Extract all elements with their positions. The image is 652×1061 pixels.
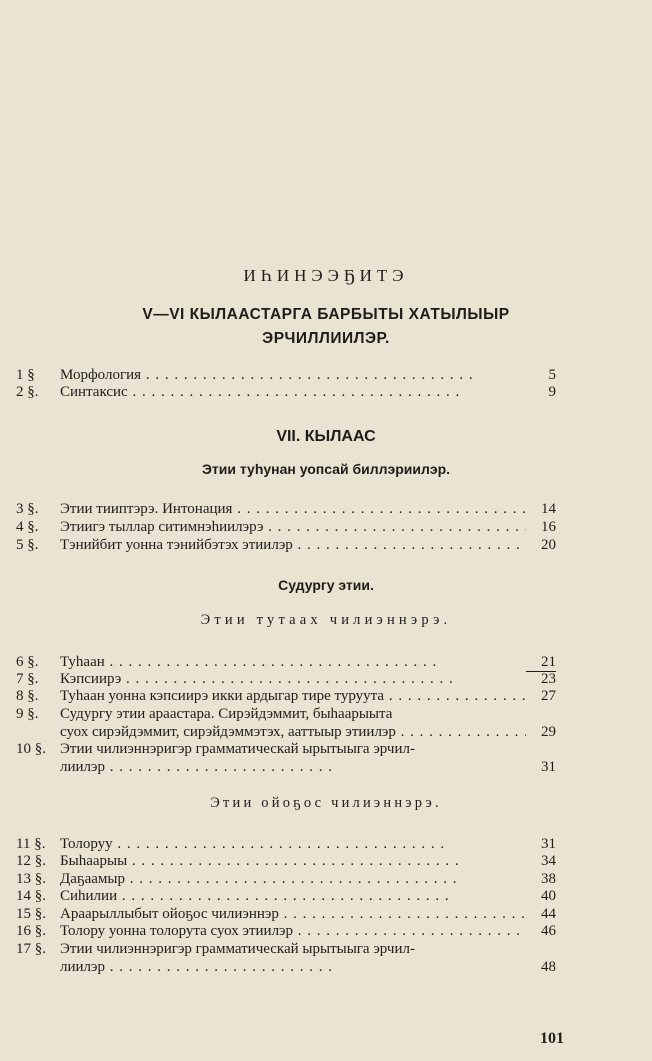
toc-entry-number: 10 §. xyxy=(16,741,46,757)
toc-entry-page: 16 xyxy=(541,519,556,535)
toc-entry-page: 40 xyxy=(541,888,556,904)
toc-entry-label: Этии чилиэннэригэр грамматическай ырытыыга эрчил- xyxy=(60,741,415,757)
toc-entry-number: 12 §. xyxy=(16,853,46,869)
toc-entry-page: 31 xyxy=(541,759,556,775)
toc-entry-number: 14 §. xyxy=(16,888,46,904)
toc-entry xyxy=(16,536,556,554)
toc-entry xyxy=(16,366,556,384)
toc-entry-label: Кэпсиирэ . . xyxy=(60,670,526,688)
section2-subheading: Этии туһунан уопсай биллэриилэр. xyxy=(201,461,451,477)
toc-entry xyxy=(16,887,556,905)
toc-entry-page: 14 xyxy=(541,501,556,517)
toc-entry-number: 9 §. xyxy=(16,706,39,722)
page-title: ИҺИНЭЭҔИТЭ xyxy=(243,266,409,285)
toc-entry-number: 8 §. xyxy=(16,688,39,704)
toc-entry-label: Толоруу . . xyxy=(60,835,526,853)
toc-entry-page: 31 xyxy=(541,836,556,852)
toc-entry-label: Сиһилии . . xyxy=(60,887,526,905)
toc-entry-page: 20 xyxy=(541,537,556,553)
toc-entry xyxy=(16,383,556,401)
toc-entry xyxy=(16,687,556,705)
toc-entry-number: 7 §. xyxy=(16,671,39,687)
section1-heading-line1: V—VI КЫЛААСТАРГА БАРБЫТЫ ХАТЫЛЫЫР xyxy=(142,306,510,323)
toc-entry-page: 9 xyxy=(548,384,556,400)
toc-entry-number: 5 §. xyxy=(16,537,39,553)
section3-subheading: Этии тутаах чилиэннэрэ. xyxy=(200,612,452,628)
toc-entry-number: 6 §. xyxy=(16,654,39,670)
toc-entry xyxy=(16,852,556,870)
toc-entry-number: 11 §. xyxy=(16,836,46,852)
section2-heading: VII. КЫЛААС xyxy=(276,428,376,445)
toc-entry-label-continued: лиилэр . . xyxy=(60,958,526,976)
toc-entry-label-continued: суох сирэйдэммит, сирэйдэммэтэх, ааттыыр этиилэр . . xyxy=(60,723,526,741)
toc-entry-page: 29 xyxy=(541,724,556,740)
toc-entry-label: Быһаарыы . . xyxy=(60,852,526,870)
toc-entry-number: 1 § xyxy=(16,367,35,383)
page-number: 101 xyxy=(540,1030,564,1047)
toc-entry-page: 34 xyxy=(541,853,556,869)
toc-entry xyxy=(16,870,556,888)
toc-entry-label-continued: лиилэр . . xyxy=(60,758,526,776)
section4-subheading: Этии ойоҕос чилиэннэрэ. xyxy=(210,795,442,811)
toc-entry-number: 3 §. xyxy=(16,501,39,517)
section1-heading-line2: ЭРЧИЛЛИИЛЭР. xyxy=(262,330,390,347)
toc-entry-label: Туһаан . . xyxy=(60,653,526,671)
toc-entry-number: 15 §. xyxy=(16,906,46,922)
toc-entry-label: Морфология . . xyxy=(60,366,526,384)
toc-entry xyxy=(16,905,556,923)
toc-entry-page: 48 xyxy=(541,959,556,975)
toc-entry-label: Туһаан уонна кэпсиирэ икки ардыгар тире туруута . . xyxy=(60,687,526,705)
toc-entry xyxy=(16,922,556,940)
toc-entry xyxy=(16,940,556,976)
toc-entry-number: 4 §. xyxy=(16,519,39,535)
toc-entry-label: Даҕаамыр . . xyxy=(60,870,526,888)
toc-entry xyxy=(16,500,556,518)
toc-entry xyxy=(16,740,556,776)
toc-entry-number: 16 §. xyxy=(16,923,46,939)
section3-heading: Судургу этии. xyxy=(278,577,374,593)
toc-entry xyxy=(16,670,556,688)
toc-entry-number: 17 §. xyxy=(16,941,46,957)
toc-entry-page: 27 xyxy=(541,688,556,704)
toc-entry xyxy=(16,653,556,671)
toc-entry xyxy=(16,705,556,741)
toc-entry xyxy=(16,835,556,853)
toc-entry-label: Этиигэ тыллар ситимнэһиилэрэ . . xyxy=(60,518,526,536)
toc-entry-page: 21 xyxy=(526,653,556,672)
toc-entry-number: 2 §. xyxy=(16,384,39,400)
toc-entry-label: Этии чилиэннэригэр грамматическай ырытыыга эрчил- xyxy=(60,941,415,957)
toc-entry-page: 46 xyxy=(541,923,556,939)
toc-entry xyxy=(16,518,556,536)
toc-entry-page: 38 xyxy=(541,871,556,887)
toc-entry-label: Араарыллыбыт ойоҕос чилиэннэр . . xyxy=(60,905,526,923)
toc-entry-page: 44 xyxy=(541,906,556,922)
toc-entry-page: 23 xyxy=(541,671,556,687)
toc-entry-number: 13 §. xyxy=(16,871,46,887)
toc-entry-page: 5 xyxy=(548,367,556,383)
toc-entry-label: Толору уонна толорута суох этиилэр . . xyxy=(60,922,526,940)
toc-entry-label: Судургу этии араастара. Сирэйдэммит, быһаарыыта xyxy=(60,706,393,722)
toc-entry-label: Синтаксис . . xyxy=(60,383,526,401)
toc-entry-label: Тэнийбит уонна тэнийбэтэх этиилэр . . xyxy=(60,536,526,554)
toc-entry-label: Этии тииптэрэ. Интонация . . xyxy=(60,500,526,518)
